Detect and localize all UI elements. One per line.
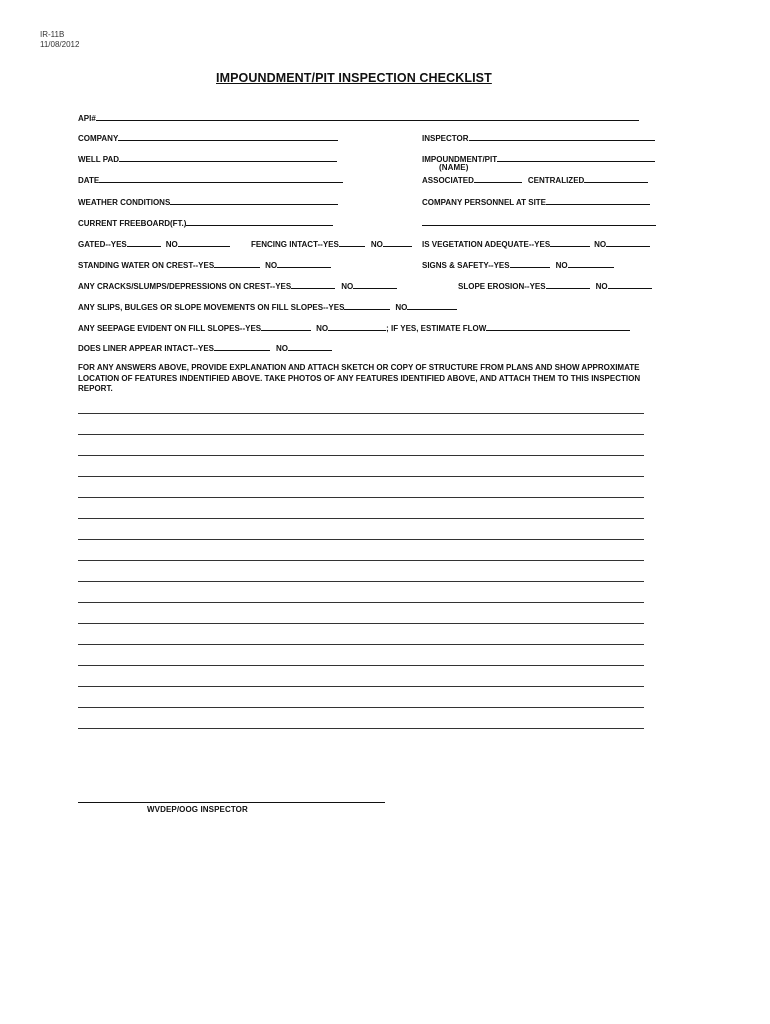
inspector-label: INSPECTOR xyxy=(422,134,469,143)
explanation-line[interactable] xyxy=(78,665,644,666)
cracks-no-label: NO xyxy=(341,282,354,291)
personnel-row xyxy=(422,196,650,207)
explanation-line[interactable] xyxy=(78,497,644,498)
weather-field[interactable] xyxy=(170,196,338,205)
centralized-label: CENTRALIZED xyxy=(527,176,585,185)
liner-no-label: NO xyxy=(276,344,289,353)
gated-no-label: NO xyxy=(165,240,178,249)
gated-yes-label: GATED--YES xyxy=(78,240,127,249)
instructions-text: FOR ANY ANSWERS ABOVE, PROVIDE EXPLANATION AND ATTACH SKETCH OR COPY OF STRUCTURE FROM PLANS AND SHOW APPROXIMATE LOCATION OF FEATURES INDENTIFIED ABOVE. TAKE PHOTOS OF ANY FEATURES IDENTIFIED ABOVE, AND ATTACH THEM TO THIS INSPECTION REPORT. xyxy=(78,363,641,393)
vegetation-no-label: NO xyxy=(594,240,607,249)
explanation-line[interactable] xyxy=(78,707,644,708)
name-note: (NAME) xyxy=(439,163,469,172)
centralized-field[interactable] xyxy=(584,174,648,183)
fencing-yes-field[interactable] xyxy=(339,238,365,247)
api-field[interactable] xyxy=(96,112,639,121)
seepage-yes-field[interactable] xyxy=(261,322,311,331)
vegetation-row xyxy=(422,238,650,249)
fencing-no-field[interactable] xyxy=(383,238,412,247)
fencing-row xyxy=(251,238,412,249)
slips-yes-label: ANY SLIPS, BULGES OR SLOPE MOVEMENTS ON FILL SLOPES--YES xyxy=(78,303,345,312)
slips-yes-field[interactable] xyxy=(344,301,390,310)
standing-yes-label: STANDING WATER ON CREST--YES xyxy=(78,261,215,270)
signature-line[interactable] xyxy=(78,802,385,803)
associated-row xyxy=(422,174,648,185)
personnel-label: COMPANY PERSONNEL AT SITE xyxy=(422,198,547,207)
associated-label: ASSOCIATED xyxy=(422,176,474,185)
gated-row xyxy=(78,238,230,249)
explanation-line[interactable] xyxy=(78,560,644,561)
company-row xyxy=(78,132,338,143)
explanation-line[interactable] xyxy=(78,518,644,519)
inspector-row xyxy=(422,132,655,143)
liner-row xyxy=(78,342,332,353)
standing-row xyxy=(78,259,331,270)
gated-yes-field[interactable] xyxy=(127,238,161,247)
vegetation-yes-label: IS VEGETATION ADEQUATE--YES xyxy=(422,240,551,249)
signs-yes-label: SIGNS & SAFETY--YES xyxy=(422,261,510,270)
well-pad-label: WELL PAD xyxy=(78,155,120,164)
gated-no-field[interactable] xyxy=(178,238,230,247)
slips-no-field[interactable] xyxy=(407,301,457,310)
inspector-field[interactable] xyxy=(469,132,655,141)
standing-no-label: NO xyxy=(265,261,278,270)
seepage-row xyxy=(78,322,630,333)
erosion-yes-label: SLOPE EROSION--YES xyxy=(458,282,546,291)
slips-no-label: NO xyxy=(395,303,408,312)
well-pad-field[interactable] xyxy=(119,153,337,162)
company-field[interactable] xyxy=(118,132,338,141)
date-field[interactable] xyxy=(99,174,343,183)
explanation-line[interactable] xyxy=(78,413,644,414)
signature-label: WVDEP/OOG INSPECTOR xyxy=(147,805,248,814)
standing-no-field[interactable] xyxy=(277,259,331,268)
explanation-line[interactable] xyxy=(78,434,644,435)
signs-yes-field[interactable] xyxy=(510,259,550,268)
form-id: IR-11B xyxy=(40,30,65,39)
weather-row xyxy=(78,196,338,207)
date-label: DATE xyxy=(78,176,100,185)
explanation-line[interactable] xyxy=(78,686,644,687)
liner-yes-field[interactable] xyxy=(214,342,270,351)
signs-row xyxy=(422,259,614,270)
slips-row xyxy=(78,301,457,312)
cracks-yes-field[interactable] xyxy=(291,280,335,289)
liner-no-field[interactable] xyxy=(288,342,332,351)
company-label: COMPANY xyxy=(78,134,119,143)
weather-label: WEATHER CONDITIONS xyxy=(78,198,171,207)
api-label: API# xyxy=(78,114,96,123)
erosion-no-field[interactable] xyxy=(608,280,652,289)
vegetation-no-field[interactable] xyxy=(606,238,650,247)
explanation-line[interactable] xyxy=(78,476,644,477)
personnel-field[interactable] xyxy=(546,196,650,205)
seepage-estimate-label: ; IF YES, ESTIMATE FLOW xyxy=(386,324,487,333)
well-pad-row xyxy=(78,153,337,164)
seepage-estimate-field[interactable] xyxy=(486,322,630,331)
personnel-extra-line[interactable] xyxy=(422,225,656,226)
seepage-no-field[interactable] xyxy=(328,322,386,331)
cracks-no-field[interactable] xyxy=(353,280,397,289)
erosion-no-label: NO xyxy=(595,282,608,291)
fencing-no-label: NO xyxy=(370,240,383,249)
liner-yes-label: DOES LINER APPEAR INTACT--YES xyxy=(78,344,215,353)
fencing-yes-label: FENCING INTACT--YES xyxy=(251,240,339,249)
erosion-row xyxy=(458,280,652,291)
associated-field[interactable] xyxy=(474,174,522,183)
date-row xyxy=(78,174,343,185)
explanation-line[interactable] xyxy=(78,455,644,456)
seepage-yes-label: ANY SEEPAGE EVIDENT ON FILL SLOPES--YES xyxy=(78,324,262,333)
explanation-line[interactable] xyxy=(78,728,644,729)
explanation-line[interactable] xyxy=(78,581,644,582)
explanation-line[interactable] xyxy=(78,602,644,603)
explanation-line[interactable] xyxy=(78,644,644,645)
erosion-yes-field[interactable] xyxy=(546,280,590,289)
freeboard-label: CURRENT FREEBOARD(FT.) xyxy=(78,219,187,228)
impoundment-field[interactable] xyxy=(497,153,655,162)
freeboard-field[interactable] xyxy=(186,217,333,226)
api-row xyxy=(78,112,639,123)
seepage-no-label: NO xyxy=(316,324,329,333)
freeboard-row xyxy=(78,217,333,228)
cracks-row xyxy=(78,280,397,291)
signs-no-field[interactable] xyxy=(568,259,614,268)
vegetation-yes-field[interactable] xyxy=(550,238,590,247)
signs-no-label: NO xyxy=(555,261,568,270)
explanation-line[interactable] xyxy=(78,623,644,624)
page-title: IMPOUNDMENT/PIT INSPECTION CHECKLIST xyxy=(216,71,492,85)
explanation-line[interactable] xyxy=(78,539,644,540)
impoundment-label: IMPOUNDMENT/PIT xyxy=(422,155,498,164)
cracks-yes-label: ANY CRACKS/SLUMPS/DEPRESSIONS ON CREST--YES xyxy=(78,282,292,291)
standing-yes-field[interactable] xyxy=(214,259,260,268)
form-date: 11/08/2012 xyxy=(40,40,80,49)
